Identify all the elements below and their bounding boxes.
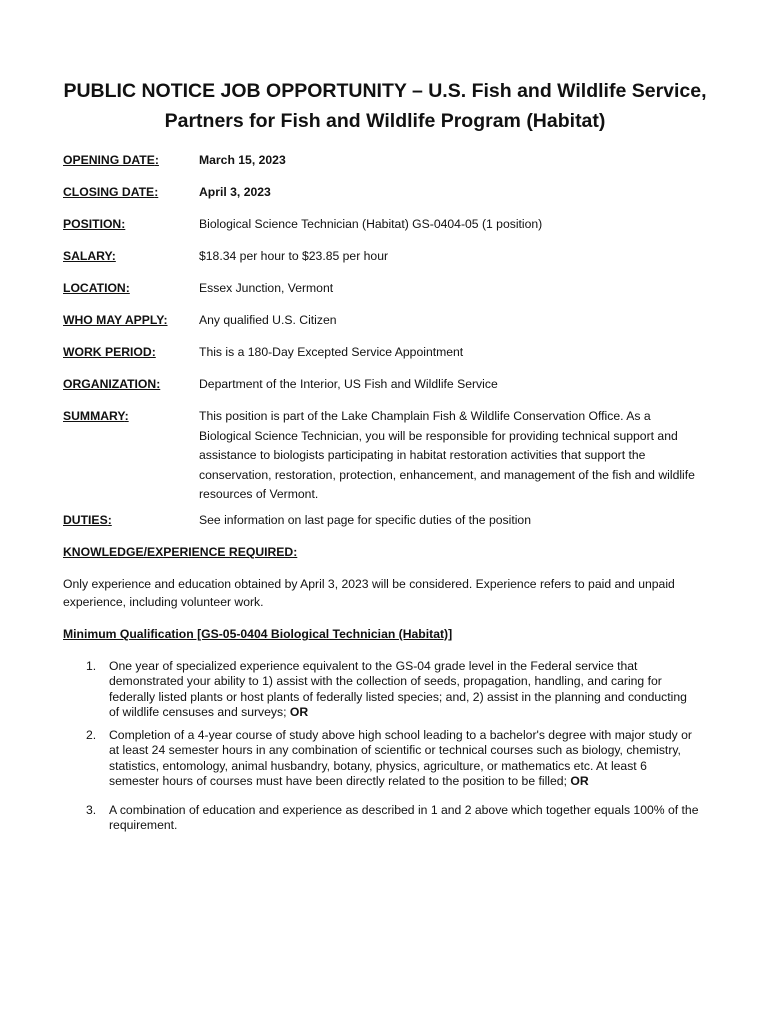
- list-text: Completion of a 4-year course of study above high school leading to a bachelor's degree with major study or at least 24 semester hours in any combination of scientific or technical courses such as biology, chemistry, statistics, entomology, animal husbandry, botany, physics, agriculture, or mathematics etc. At least 6 semester hours of courses must have been directly related to the position to be filled; OR: [109, 728, 692, 788]
- field-value: This position is part of the Lake Champlain Fish & Wildlife Conservation Office. As a Biological Science Technician, you will be responsible for providing technical support and assistance to biologists participating in habitat restoration activities that support the conservation, restoration, protection, enhancement, and management of the fish and wildlife resources of Vermont.: [199, 409, 695, 501]
- list-text: A combination of education and experience as described in 1 and 2 above which together equals 100% of the requirement.: [109, 803, 699, 833]
- field-label: POSITION:: [63, 217, 126, 231]
- field-label: LOCATION:: [63, 281, 130, 295]
- list-number: 2.: [86, 728, 97, 742]
- field-label: SALARY:: [63, 249, 116, 263]
- field-label: WORK PERIOD:: [63, 345, 156, 359]
- field-value: Essex Junction, Vermont: [199, 281, 334, 295]
- list-number: 1.: [86, 659, 97, 673]
- page-title: PUBLIC NOTICE JOB OPPORTUNITY – U.S. Fish and Wildlife Service, Partners for Fish and Wildlife Program (Habitat): [63, 80, 707, 132]
- knowledge-heading: KNOWLEDGE/EXPERIENCE REQUIRED:: [63, 545, 298, 559]
- field-value: April 3, 2023: [199, 185, 271, 199]
- field-label: DUTIES:: [63, 513, 112, 527]
- field-value: $18.34 per hour to $23.85 per hour: [199, 249, 389, 263]
- list-text: One year of specialized experience equivalent to the GS-04 grade level in the Federal service that demonstrated your ability to 1) assist with the collection of seeds, propagation, handling, and caring for federally listed plants or host plants of federally listed species; and, 2) assist in the planning and conducting of wildlife censuses and surveys; OR: [109, 659, 687, 719]
- field-value: Biological Science Technician (Habitat) GS-0404-05 (1 position): [199, 217, 543, 231]
- field-value: Department of the Interior, US Fish and Wildlife Service: [199, 377, 498, 391]
- field-value: This is a 180-Day Excepted Service Appointment: [199, 345, 464, 359]
- knowledge-paragraph: Only experience and education obtained by April 3, 2023 will be considered. Experience refers to paid and unpaid experience, including volunteer work.: [63, 577, 675, 609]
- field-label: CLOSING DATE:: [63, 185, 159, 199]
- list-number: 3.: [86, 803, 97, 817]
- field-label: ORGANIZATION:: [63, 377, 161, 391]
- field-label: SUMMARY:: [63, 409, 129, 423]
- field-label: WHO MAY APPLY:: [63, 313, 168, 327]
- field-value: March 15, 2023: [199, 153, 286, 167]
- field-label: OPENING DATE:: [63, 153, 159, 167]
- field-value: Any qualified U.S. Citizen: [199, 313, 337, 327]
- field-value: See information on last page for specific duties of the position: [199, 513, 531, 527]
- min-qualification-heading: Minimum Qualification [GS-05-0404 Biological Technician (Habitat)]: [63, 627, 453, 641]
